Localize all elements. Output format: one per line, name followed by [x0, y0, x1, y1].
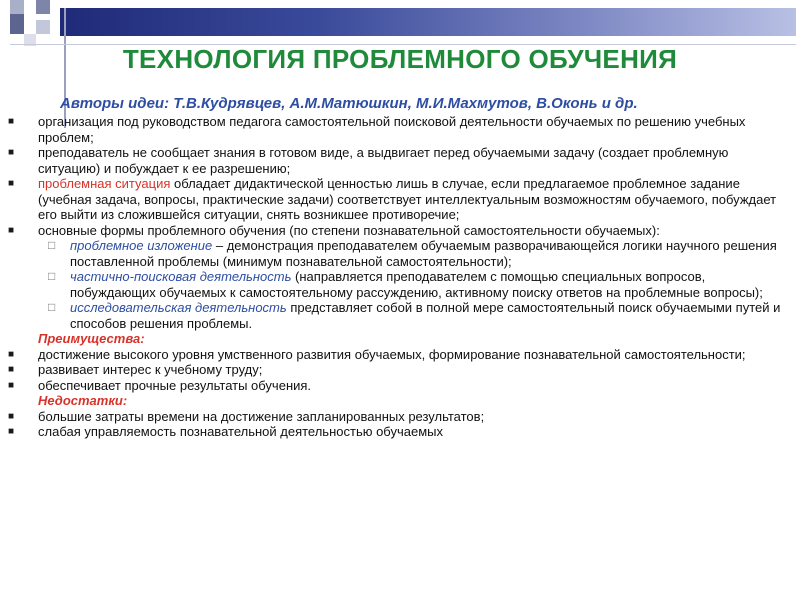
- item-text: основные формы проблемного обучения (по степени познавательной самостоятельности обучаемых):: [38, 222, 660, 238]
- list-item: [8, 223, 793, 239]
- authors-line: Авторы идеи: Т.В.Кудрявцев, А.М.Матюшкин, М.И.Махмутов, В.Оконь и др.: [60, 95, 638, 112]
- item-text: обладает дидактической ценностью лишь в случае, если предлагаемое проблемное задание (учебная задача, вопросы, практические задачи) соответствует интеллектуальным возможностям обучаемого, побуждает его выйти из сложившейся ситуации, снять возникшее противоречие;: [38, 176, 777, 222]
- sub-list-item: [8, 238, 793, 269]
- bullet-icon: ■: [8, 364, 15, 375]
- list-item: [8, 378, 793, 394]
- bullet-icon: ■: [8, 116, 15, 127]
- sub-bullet-icon: □: [48, 269, 56, 283]
- item-text: слабая управляемость познавательной деятельностью обучаемых: [38, 424, 443, 439]
- item-text: обеспечивает прочные результаты обучения.: [38, 377, 312, 393]
- decor-square: [36, 0, 50, 14]
- item-text: преподаватель не сообщает знания в готовом виде, а выдвигает перед обучаемыми задачу (создает проблемную ситуацию) и побуждает к ее разрешению;: [38, 145, 729, 176]
- list-item: [8, 409, 793, 425]
- item-text: развивает интерес к учебному труду;: [38, 362, 263, 377]
- list-item: [8, 424, 793, 440]
- list-item: [8, 362, 793, 378]
- sub-list-item: [8, 300, 793, 331]
- bullet-icon: ■: [8, 178, 15, 189]
- list-item: [8, 145, 793, 176]
- bullet-icon: ■: [8, 379, 15, 391]
- item-text: организация под руководством педагога самостоятельной поисковой деятельности обучаемых по решению учебных проблем;: [38, 114, 746, 145]
- item-text: большие затраты времени на достижение запланированных результатов;: [38, 408, 485, 424]
- header-bar: [60, 8, 796, 36]
- bullet-icon: ■: [8, 348, 15, 360]
- decor-square: [10, 0, 24, 14]
- list-item: [8, 347, 793, 363]
- advantages-heading: Преимущества:: [38, 331, 145, 346]
- sub-item-text: (направляется преподавателем с помощью специальных вопросов, побуждающих обучаемых к самостоятельному рассуждению, активному поиску ответов на проблемные вопросы);: [70, 269, 763, 300]
- sub-list-item: [8, 269, 793, 300]
- sub-item-text: – демонстрация преподавателем обучаемым разворачивающейся логики научного решения поставленной проблемы (минимум познавательной самостоятельности);: [70, 238, 777, 269]
- sub-bullet-icon: □: [48, 300, 56, 314]
- bullet-icon: ■: [8, 224, 15, 236]
- bullet-icon: ■: [8, 426, 15, 437]
- term-form: частично-поисковая деятельность: [70, 269, 292, 284]
- disadvantages-heading: Недостатки:: [38, 393, 128, 408]
- bullet-icon: ■: [8, 410, 15, 422]
- list-item: [8, 114, 793, 145]
- sub-bullet-icon: □: [48, 238, 56, 252]
- decor-square: [36, 20, 50, 34]
- term-form: проблемное изложение: [70, 238, 213, 253]
- decor-square: [10, 14, 24, 34]
- bullet-icon: ■: [8, 147, 15, 158]
- slide-content: [8, 114, 793, 440]
- term-problem-situation: проблемная ситуация: [38, 176, 171, 191]
- list-item: [8, 176, 793, 223]
- page-title: ТЕХНОЛОГИЯ ПРОБЛЕМНОГО ОБУЧЕНИЯ: [122, 44, 678, 74]
- sub-item-text: представляет собой в полной мере самостоятельный поиск обучаемыми путей и способов решения проблемы.: [70, 300, 781, 331]
- item-text: достижение высокого уровня умственного развития обучаемых, формирование познавательной самостоятельности;: [38, 346, 746, 362]
- term-form: исследовательская деятельность: [70, 300, 287, 315]
